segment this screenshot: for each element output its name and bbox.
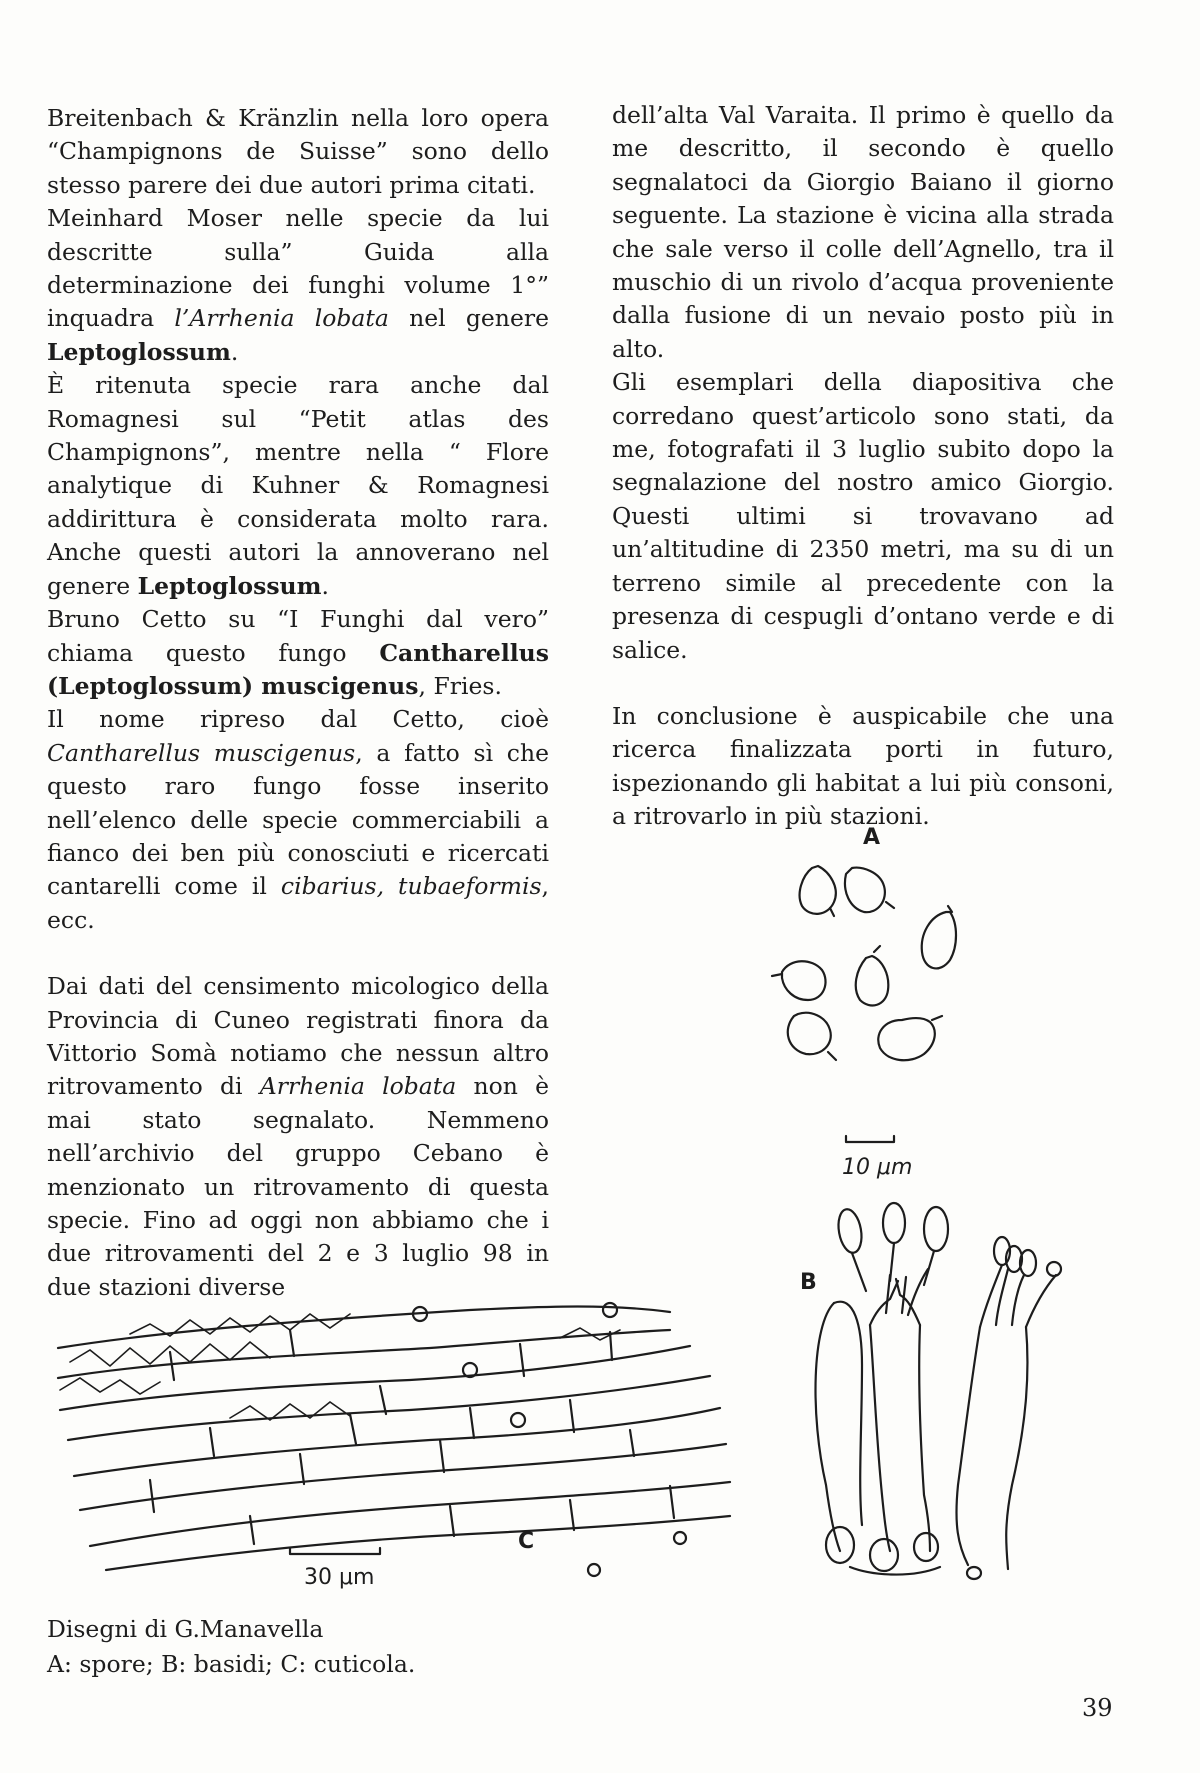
spore [922, 912, 956, 968]
paragraph-romagnesi: È ritenuta specie rara anche dal Romagnesi sul “Petit atlas des Champignons”, mentre nella “ Flore analytique di Kuhner & Romagnesi addirittura è considerata molto rara. Anche questi autori la annoverano nel genere Leptoglossum. [47, 371, 549, 600]
spore [800, 866, 836, 914]
species-name: l’Arrhenia lobata [174, 304, 389, 333]
spore [874, 946, 880, 952]
species-name-bold: Cantharellus (Leptoglossum) muscigenus [47, 638, 549, 700]
figure-caption [47, 1612, 415, 1682]
species-list: cibarius, tubaeformis [280, 872, 542, 901]
species-name: Arrhenia lobata [259, 1072, 457, 1101]
figure-b-basidia [790, 1195, 1100, 1595]
figure-c-cuticle [50, 1290, 740, 1600]
spore [932, 1016, 942, 1020]
figure-c-label: C [518, 1529, 535, 1554]
spore [878, 1018, 935, 1060]
spore [830, 908, 834, 916]
genus-name: Leptoglossum [47, 337, 231, 366]
hyphae-drawing [58, 1307, 730, 1571]
paragraph-cetto: Bruno Cetto su “I Funghi dal vero” chiama questo fungo Cantharellus (Leptoglossum) muscigenus, Fries. [47, 605, 549, 700]
figure-a-label: A [863, 825, 881, 850]
spore [886, 902, 894, 908]
scale-bar-c [290, 1548, 380, 1554]
paragraph-censimento: Dai dati del censimento micologico della Provincia di Cuneo registrati finora da Vittorio Somà notiamo che nessun altro ritrovamento di Arrhenia lobata non è mai stato segnalato. Nemmeno nell’archivio del gruppo Cebano è menzionato un ritrovamento di questa specie. Fino ad oggi non abbiamo che i due ritrovamenti del 2 e 3 luglio 98 in due stazioni diverse [47, 972, 549, 1301]
left-column [47, 102, 549, 1304]
paragraph-val-varaita: dell’alta Val Varaita. Il primo è quello da me descritto, il secondo è quello segnalatoci da Giorgio Baiano il giorno seguente. La stazione è vicina alla strada che sale verso il colle dell’Agnello, tra il muschio di un rivolo d’acqua proveniente dalla fusione di un nevaio posto più in alto. [612, 101, 1114, 363]
species-name: Cantharellus muscigenus [47, 738, 356, 767]
spore [772, 974, 782, 976]
spore [788, 1013, 831, 1054]
scale-label-a: 10 μm [842, 1155, 913, 1180]
scale-bar-a [846, 1136, 894, 1142]
paragraph-moser: Meinhard Moser nelle specie da lui descritte sulla” Guida alla determinazione dei funghi volume 1°” inquadra l’Arrhenia lobata nel genere Leptoglossum. [47, 204, 549, 366]
caption-legend: A: spore; B: basidi; C: cuticola. [47, 1650, 416, 1678]
spore-drawings [772, 866, 956, 1060]
genus-name: Leptoglossum [137, 571, 322, 600]
scale-label-c: 30 μm [304, 1565, 375, 1590]
figure-b-label: B [800, 1270, 817, 1295]
caption-author: Disegni di G.Manavella [47, 1615, 324, 1643]
basidia-drawing [816, 1203, 1061, 1579]
spore [828, 1052, 836, 1060]
right-column [612, 99, 1114, 834]
paragraph-conclusione: In conclusione è auspicabile che una ricerca finalizzata porti in futuro, ispezionando gli habitat a lui più consoni, a ritrovarlo in più stazioni. [612, 701, 1114, 831]
page-number: 39 [1082, 1694, 1113, 1722]
paragraph-diapositiva: Gli esemplari della diapositiva che corredano quest’articolo sono stati, da me, fotografati il 3 luglio subito dopo la segnalazione del nostro amico Giorgio. Questi ultimi si trovavano ad un’altitudine di 2350 metri, ma su di un terreno simile al precedente con la presenza di cespugli d’ontano verde e di salice. [612, 368, 1114, 664]
spore [845, 868, 885, 913]
paragraph-breitenbach: Breitenbach & Kränzlin nella loro opera “Champignons de Suisse” sono dello stesso parere dei due autori prima citati. [47, 104, 549, 199]
spore [856, 956, 889, 1005]
spore [782, 961, 826, 1000]
figure-a-spores [760, 820, 1010, 1180]
paragraph-nome: Il nome ripreso dal Cetto, cioè Cantharellus muscigenus, a fatto sì che questo raro fungo fosse inserito nell’elenco delle specie commerciabili a fianco dei ben più conosciuti e ricercati cantarelli come il cibarius, tubaeformis, ecc. [47, 705, 550, 934]
